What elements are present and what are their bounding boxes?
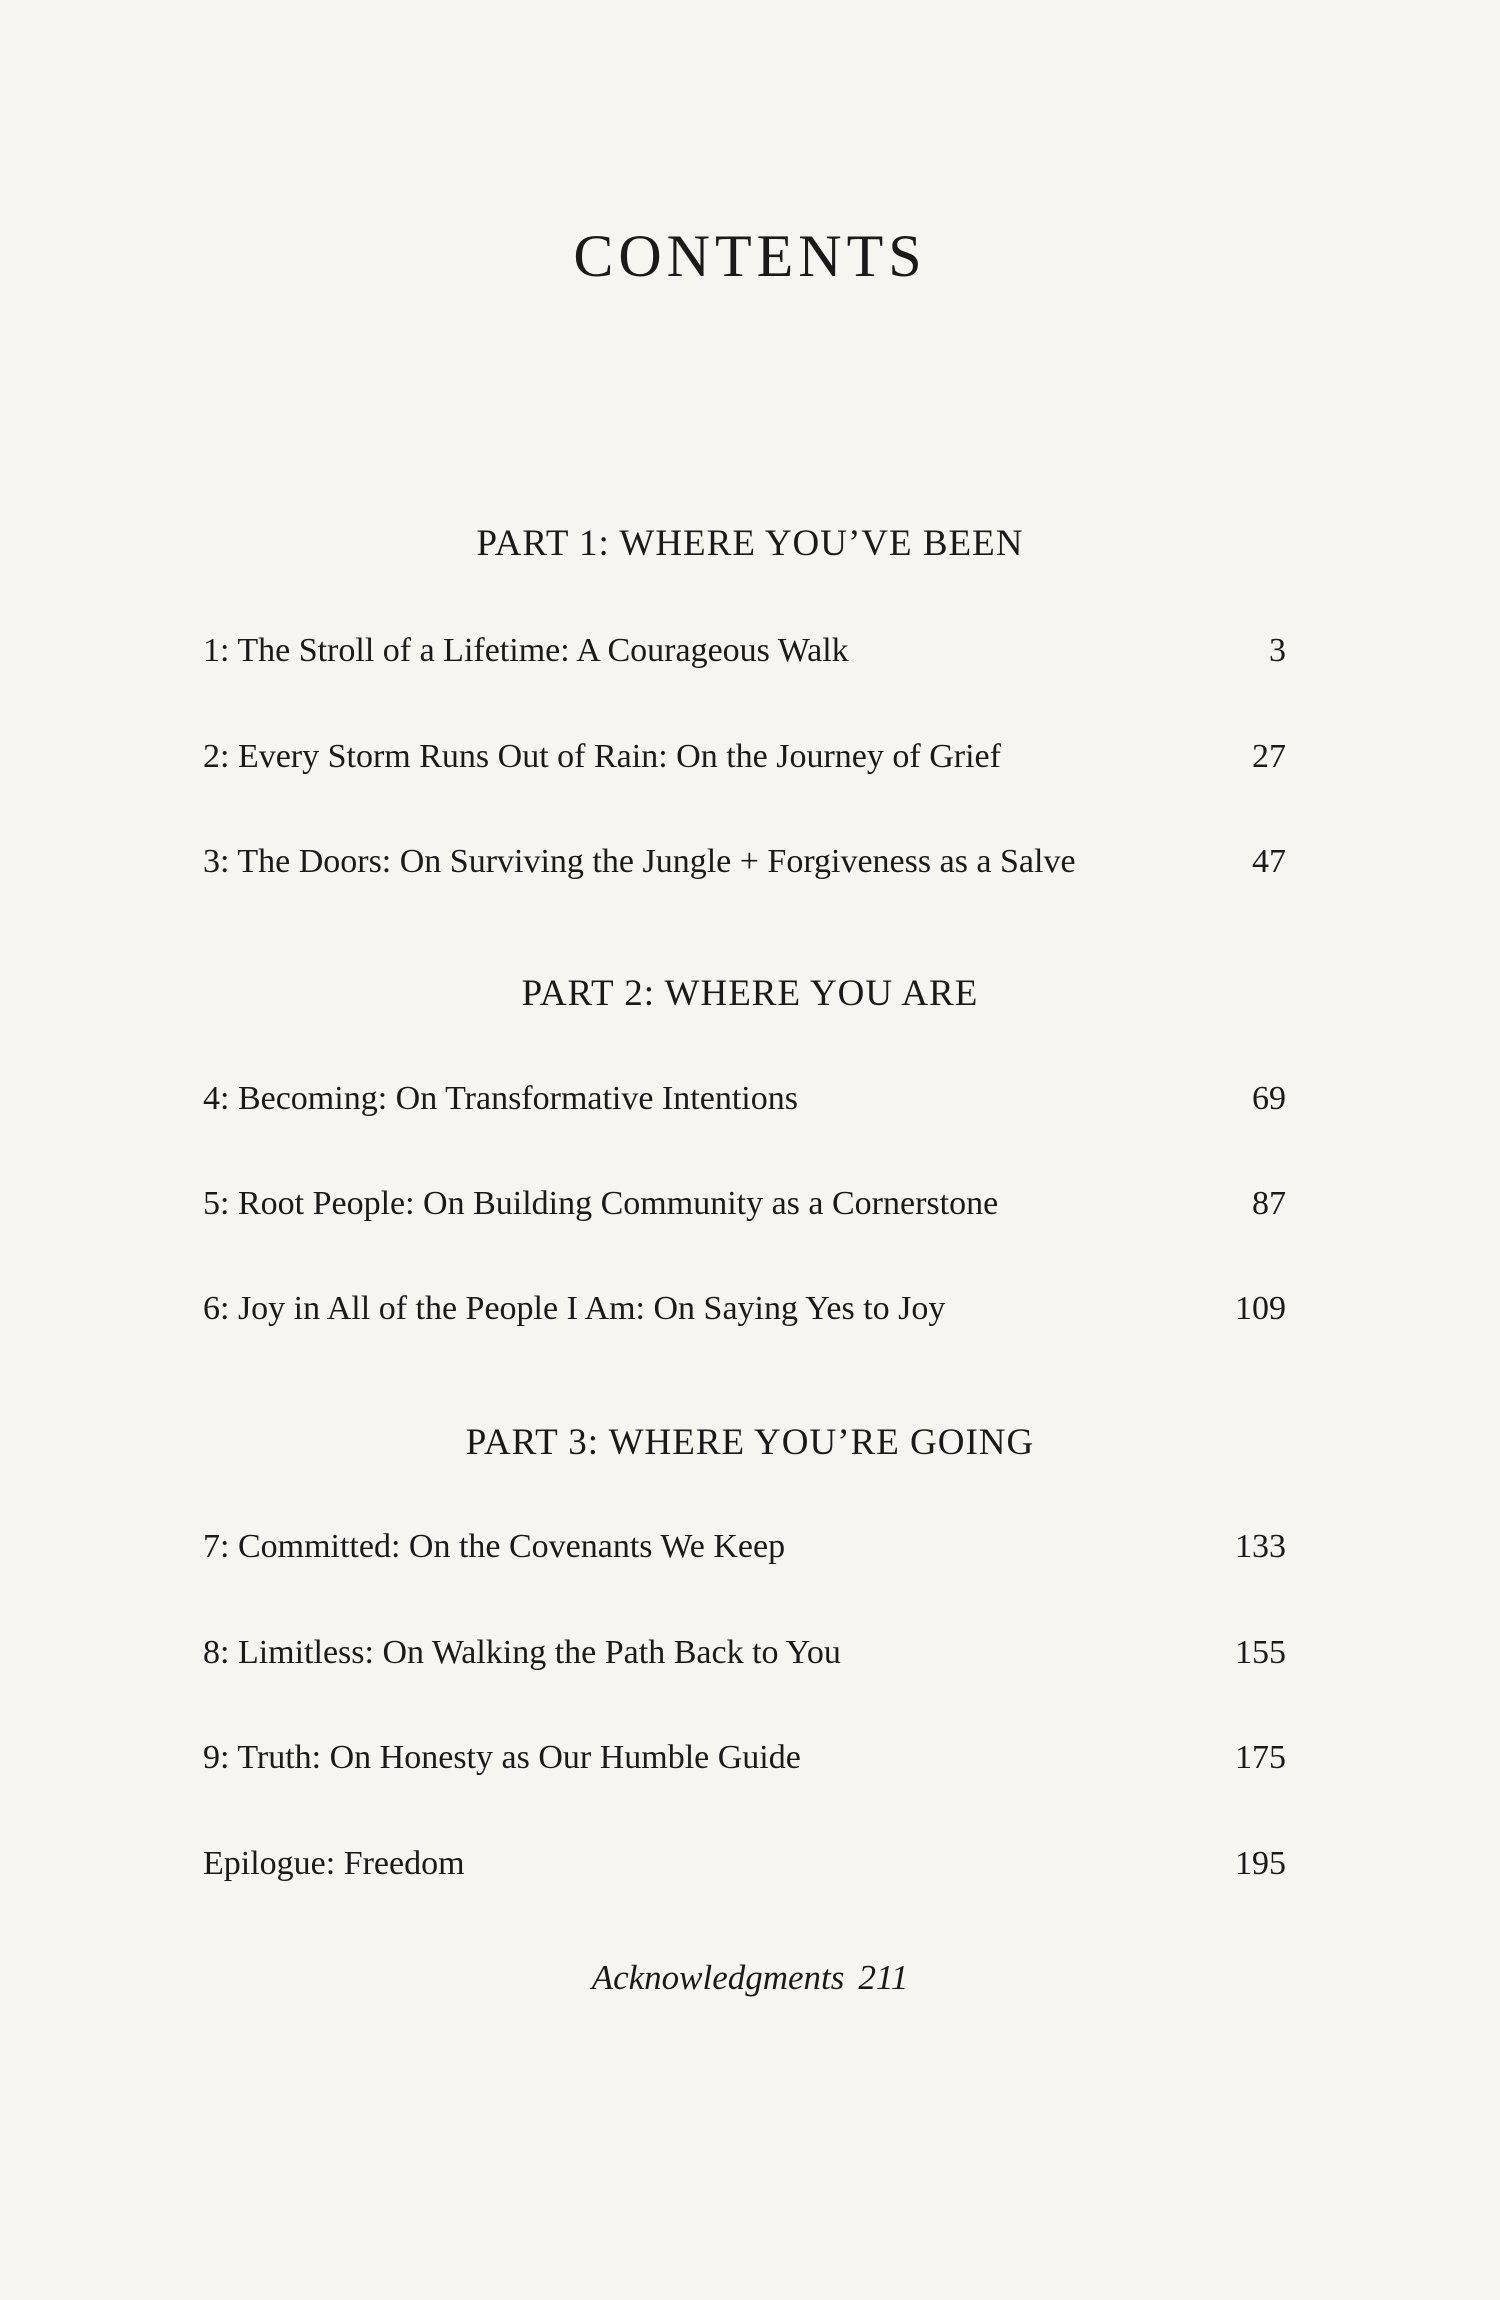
toc-entry-chapter-1[interactable] [203, 632, 1286, 682]
toc-entry-chapter-4[interactable] [203, 1080, 1286, 1130]
entry-page-number: 3 [1269, 632, 1286, 669]
entry-page-number: 69 [1252, 1080, 1286, 1117]
entry-title: 1: The Stroll of a Lifetime: A Courageous Walk [203, 632, 849, 669]
entry-title: 3: The Doors: On Surviving the Jungle + Forgiveness as a Salve [203, 843, 1076, 880]
part-1-heading: PART 1: WHERE YOU’VE BEEN [476, 523, 1024, 564]
toc-entry-acknowledgments[interactable] [0, 1958, 1500, 1998]
entry-title: 5: Root People: On Building Community as a Cornerstone [203, 1185, 999, 1222]
toc-entry-chapter-8[interactable] [203, 1634, 1286, 1684]
part-3-heading: PART 3: WHERE YOU’RE GOING [465, 1422, 1035, 1463]
toc-entry-chapter-7[interactable] [203, 1528, 1286, 1578]
entry-page-number: 47 [1252, 843, 1286, 880]
entry-page-number: 87 [1252, 1185, 1286, 1222]
entry-page-number: 109 [1235, 1290, 1286, 1327]
entry-title: 4: Becoming: On Transformative Intentions [203, 1080, 798, 1117]
acknowledgments-page-number: 211 [858, 1958, 909, 1997]
toc-entry-chapter-6[interactable] [203, 1290, 1286, 1340]
toc-entry-chapter-2[interactable] [203, 738, 1286, 788]
entry-title: 7: Committed: On the Covenants We Keep [203, 1528, 786, 1565]
entry-title: 9: Truth: On Honesty as Our Humble Guide [203, 1739, 801, 1776]
entry-page-number: 133 [1235, 1528, 1286, 1565]
entry-title: 8: Limitless: On Walking the Path Back to You [203, 1634, 841, 1671]
part-2-heading: PART 2: WHERE YOU ARE [521, 973, 979, 1014]
toc-entry-chapter-9[interactable] [203, 1739, 1286, 1789]
toc-entry-chapter-3[interactable] [203, 843, 1286, 893]
acknowledgments-label: Acknowledgments [591, 1958, 845, 1997]
toc-entry-chapter-5[interactable] [203, 1185, 1286, 1235]
entry-title: 2: Every Storm Runs Out of Rain: On the Journey of Grief [203, 738, 1001, 775]
entry-title: 6: Joy in All of the People I Am: On Saying Yes to Joy [203, 1290, 946, 1327]
page-title: CONTENTS [573, 223, 927, 289]
entry-page-number: 27 [1252, 738, 1286, 775]
entry-page-number: 155 [1235, 1634, 1286, 1671]
entry-page-number: 195 [1235, 1845, 1286, 1882]
toc-entry-epilogue[interactable] [203, 1845, 1286, 1895]
entry-page-number: 175 [1235, 1739, 1286, 1776]
entry-title: Epilogue: Freedom [203, 1845, 465, 1882]
